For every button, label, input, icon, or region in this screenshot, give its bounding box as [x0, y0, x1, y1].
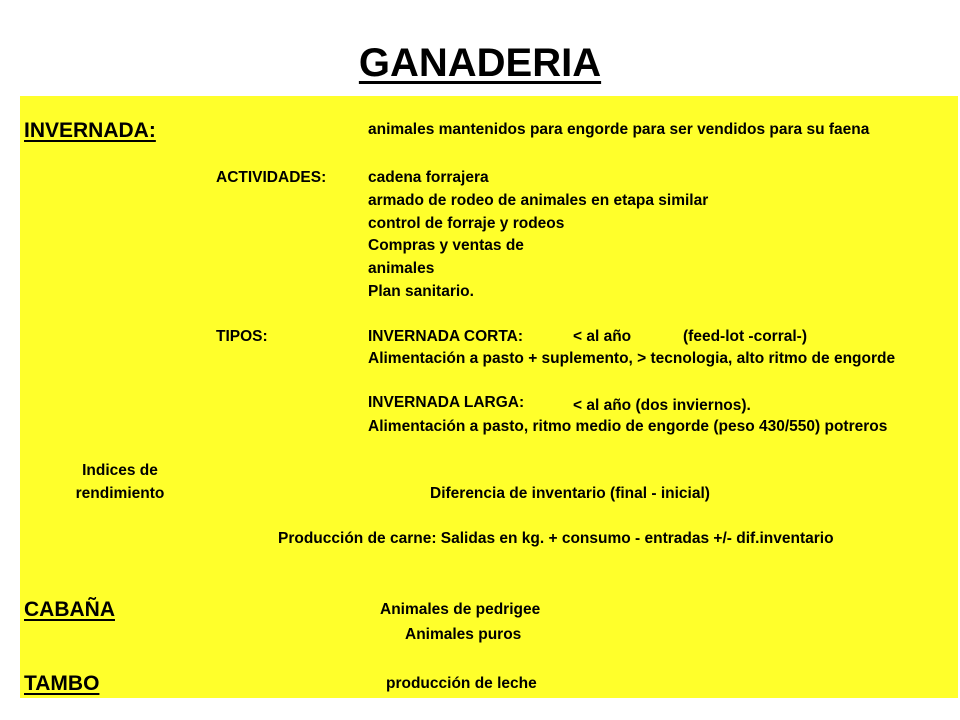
invernada-corta-description: Alimentación a pasto + suplemento, > tecnologia, alto ritmo de engorde	[368, 350, 896, 367]
actividad-item: cadena forrajera	[368, 169, 489, 186]
indices-produccion: Producción de carne: Salidas en kg. + consumo - entradas +/- dif.inventario	[278, 530, 834, 547]
indices-diferencia: Diferencia de inventario (final - inicial)	[430, 485, 710, 502]
actividad-item: Plan sanitario.	[368, 283, 474, 300]
invernada-definition: animales mantenidos para engorde para ser vendidos para su faena	[368, 121, 870, 138]
tambo-item: producción de leche	[386, 675, 537, 692]
invernada-corta-duration: < al año	[573, 328, 632, 345]
actividades-label: ACTIVIDADES:	[216, 169, 327, 186]
invernada-larga-description: Alimentación a pasto, ritmo medio de engorde (peso 430/550) potreros	[368, 418, 888, 435]
cabana-heading: CABAÑA	[24, 598, 115, 621]
invernada-larga-label: INVERNADA LARGA:	[368, 394, 525, 411]
indices-label-line1: Indices de	[82, 462, 158, 479]
actividad-item: Compras y ventas de	[368, 237, 524, 254]
actividad-item: animales	[368, 260, 435, 277]
actividad-item: control de forraje y rodeos	[368, 215, 565, 232]
page-title: GANADERIA	[358, 41, 602, 85]
tipos-label: TIPOS:	[216, 328, 268, 345]
content-panel	[20, 96, 958, 698]
invernada-corta-note: (feed-lot -corral-)	[683, 328, 807, 345]
invernada-heading: INVERNADA:	[24, 119, 156, 142]
invernada-corta-label: INVERNADA CORTA:	[368, 328, 523, 345]
tambo-heading: TAMBO	[24, 672, 100, 695]
cabana-item: Animales de pedrigee	[380, 601, 541, 618]
indices-label-line2: rendimiento	[75, 485, 165, 502]
invernada-larga-duration: < al año (dos inviernos).	[573, 397, 751, 414]
actividad-item: armado de rodeo de animales en etapa similar	[368, 192, 709, 209]
cabana-item: Animales puros	[405, 626, 522, 643]
